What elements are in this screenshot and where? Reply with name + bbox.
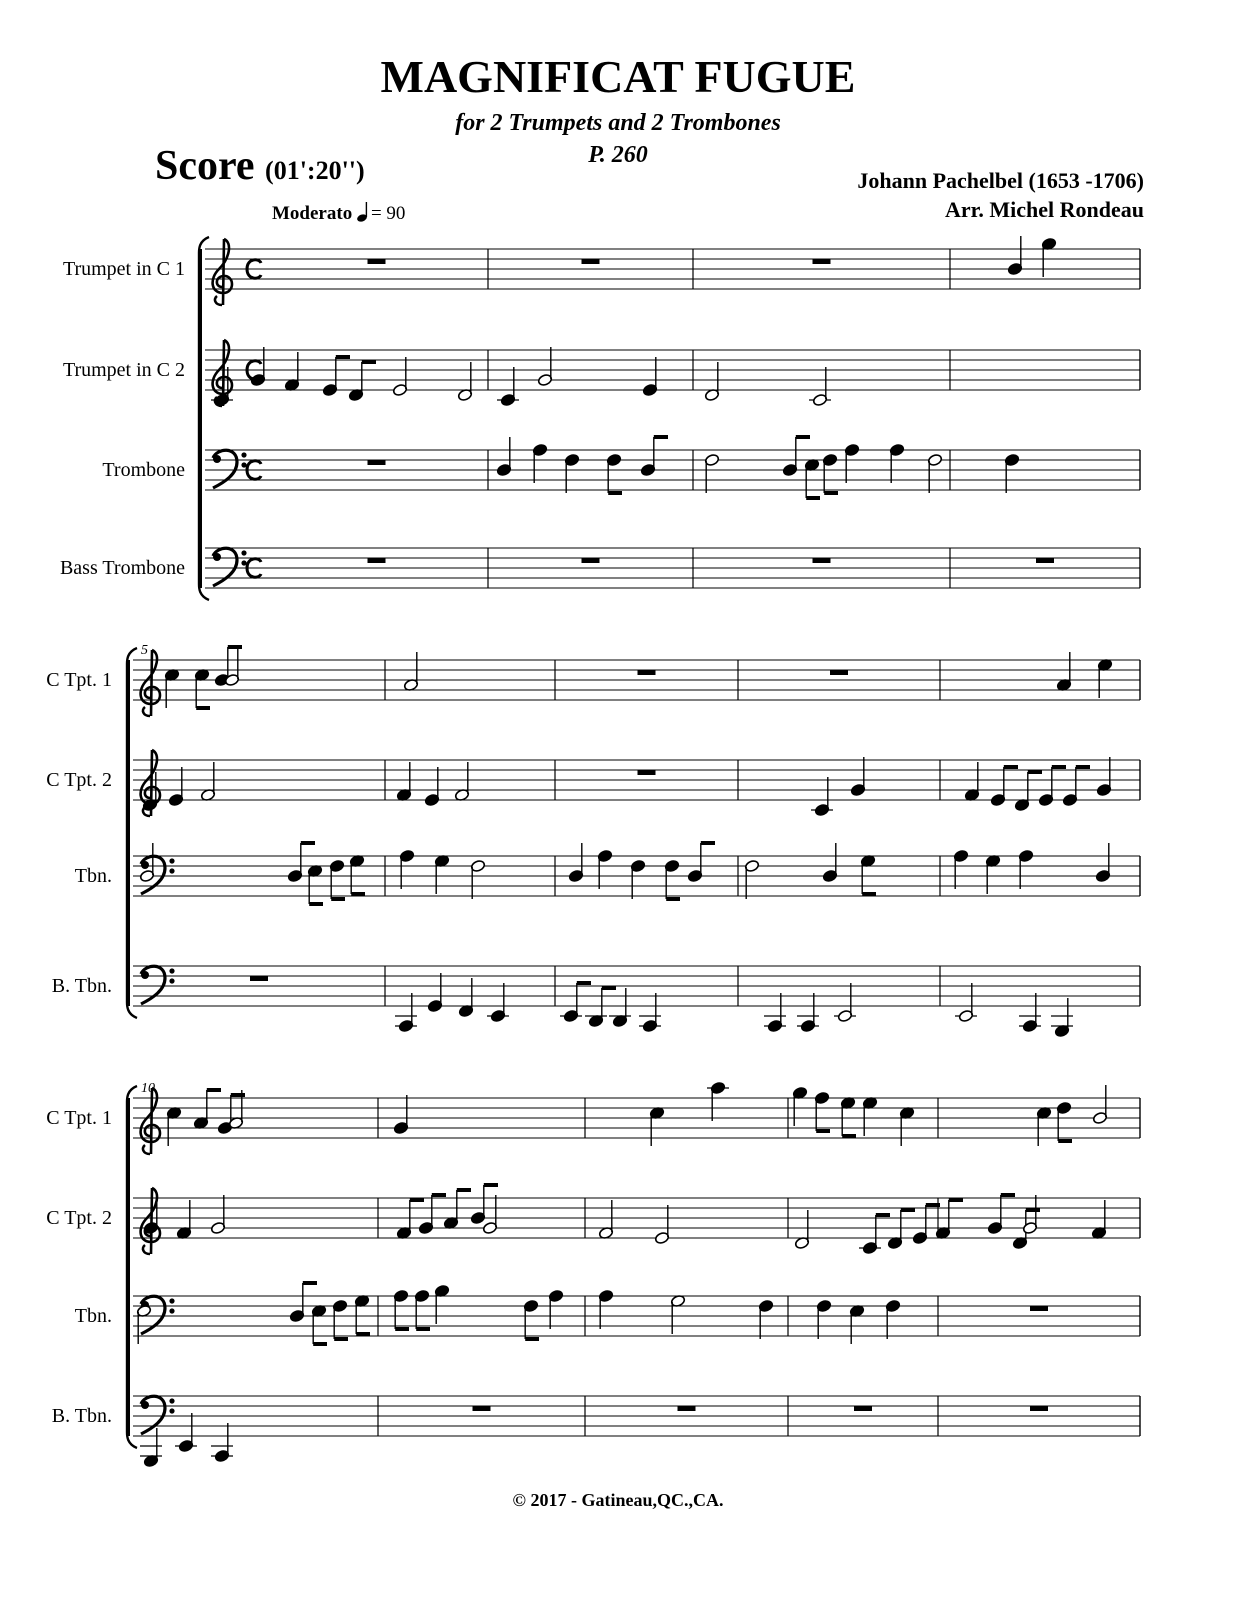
whole-rest [813,558,831,563]
measure-number: 5 [141,643,148,658]
bass-clef-dot [141,861,149,869]
whole-rest [830,670,848,675]
staff-2 [46,1185,1140,1255]
instrument-label: C Tpt. 1 [46,669,112,691]
instrument-label: B. Tbn. [51,1405,112,1427]
instrument-label: B. Tbn. [51,975,112,997]
system-2 [46,643,1140,1038]
staff-3 [75,1283,1140,1344]
whole-rest [368,460,386,465]
system-3 [46,1081,1140,1468]
whole-rest [854,1406,872,1411]
bass-clef-dot [141,1401,149,1409]
copyright: © 2017 - Gatineau,QC.,CA. [512,1490,724,1510]
bass-clef-dot [169,1298,174,1303]
staff-3 [75,843,1140,904]
score-label: Score [155,143,255,189]
bass-clef-dot [169,978,174,983]
bass-clef-dot [141,971,149,979]
whole-rest [638,670,656,675]
score-title: MAGNIFICAT FUGUE [380,51,856,102]
score-subtitle: for 2 Trumpets and 2 Trombones [455,110,781,136]
whole-rest [813,259,831,264]
instrument-label: C Tpt. 2 [46,769,112,791]
whole-rest [582,558,600,563]
bass-clef-dot [169,968,174,973]
whole-rest [1036,558,1054,563]
tempo-value: = 90 [370,203,406,224]
system-1 [60,236,1140,600]
whole-rest [368,558,386,563]
arranger: Arr. Michel Rondeau [944,197,1144,222]
bass-clef-dot [169,868,174,873]
tempo-word: Moderato [272,203,353,224]
staff-2 [63,340,1140,407]
bass-clef-dot [169,1308,174,1313]
staff-1 [46,1081,1140,1154]
composer: Johann Pachelbel (1653 -1706) [857,168,1144,193]
whole-rest [678,1406,696,1411]
instrument-label: Trombone [102,459,185,481]
whole-rest [250,976,268,981]
bass-clef-dot [169,1408,174,1413]
bass-clef-dot [213,553,221,561]
staff-3 [102,437,1140,498]
instrument-label: Bass Trombone [59,557,185,579]
instrument-label: Tbn. [74,865,112,887]
instrument-label: Tbn. [74,1305,112,1327]
whole-rest [1030,1406,1048,1411]
instrument-label: C Tpt. 2 [46,1207,112,1229]
whole-rest [638,770,656,775]
staff-4 [52,966,1140,1038]
bass-clef-dot [169,1398,174,1403]
instrument-label: C Tpt. 1 [46,1107,112,1129]
bass-clef-dot [213,455,221,463]
staff-1 [46,647,1140,716]
bass-clef-dot [241,452,246,457]
staff-4 [52,1396,1140,1468]
bass-clef-dot [169,858,174,863]
staff-1 [63,236,1140,305]
bass-clef-dot [241,550,246,555]
staff-4 [60,548,1140,588]
instrument-label: Trumpet in C 2 [62,359,185,381]
duration: (01':20'') [265,156,365,185]
whole-rest [1030,1306,1048,1311]
catalog-number: P. 260 [588,142,648,168]
instrument-label: Trumpet in C 1 [62,258,185,280]
whole-rest [582,259,600,264]
whole-rest [368,259,386,264]
measure-number: 10 [141,1081,155,1096]
staff-2 [46,750,1140,817]
whole-rest [473,1406,491,1411]
